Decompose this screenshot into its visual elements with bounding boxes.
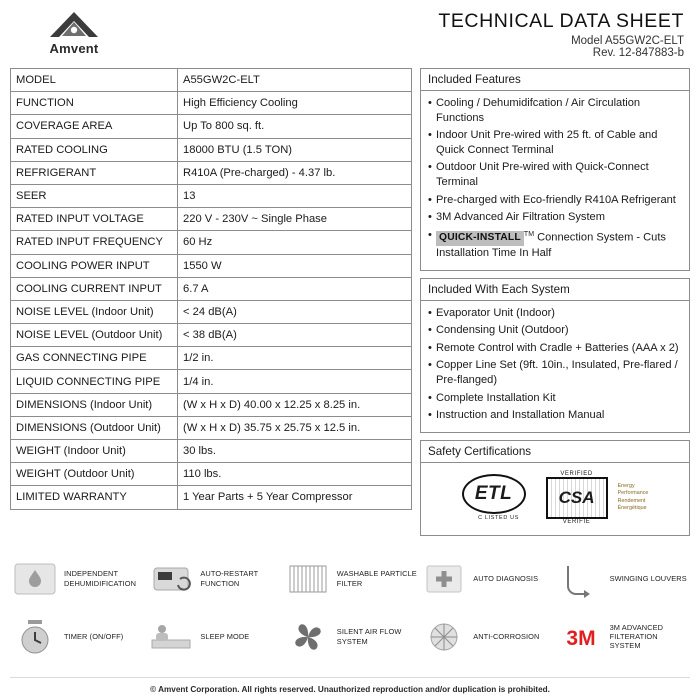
included-with-system-body: [421, 301, 689, 432]
feature-icon-grid: [10, 551, 690, 665]
feature-item: [285, 551, 417, 607]
spec-key: WEIGHT (Outdoor Unit): [11, 463, 178, 486]
feature-label: SWINGING LOUVERS: [609, 574, 687, 584]
spec-value: 1 Year Parts + 5 Year Compressor: [178, 486, 412, 509]
spec-value: 30 lbs.: [178, 440, 412, 463]
included-with-system-panel: [420, 278, 690, 433]
table-row: [11, 231, 412, 254]
spec-value: 220 V - 230V ~ Single Phase: [178, 208, 412, 231]
spec-key: SEER: [11, 184, 178, 207]
table-row: [11, 416, 412, 439]
feature-label: ANTI-CORROSION: [473, 632, 540, 642]
feature-label: AUTO DIAGNOSIS: [473, 574, 539, 584]
feature-item: [148, 551, 280, 607]
list-item: • Outdoor Unit Pre-wired with Quick-Connect Terminal: [428, 160, 682, 189]
feature-label: TIMER (ON/OFF): [64, 632, 124, 642]
silent-airflow-icon: [285, 616, 331, 658]
title-block: [438, 10, 688, 59]
quick-install-list-item: [428, 228, 682, 261]
list-item: • Cooling / Dehumidifcation / Air Circulation Functions: [428, 96, 682, 125]
table-row: [11, 300, 412, 323]
spec-value: High Efficiency Cooling: [178, 92, 412, 115]
certification-marks: [421, 463, 689, 535]
auto-restart-icon: [148, 558, 194, 600]
table-row: [11, 254, 412, 277]
csa-verified-label: VERIFIED: [560, 470, 593, 477]
spec-key: LIQUID CONNECTING PIPE: [11, 370, 178, 393]
spec-key: MODEL: [11, 69, 178, 92]
spec-value: 1/2 in.: [178, 347, 412, 370]
table-row: [11, 486, 412, 509]
spec-value: 13: [178, 184, 412, 207]
feature-item: [285, 609, 417, 665]
svg-text:3M: 3M: [566, 626, 596, 650]
list-item: • Indoor Unit Pre-wired with 25 ft. of Cable and Quick Connect Terminal: [428, 128, 682, 157]
specifications-table: [10, 68, 412, 510]
sleep-mode-icon: [148, 616, 194, 658]
table-row: [11, 115, 412, 138]
feature-item: [148, 609, 280, 665]
spec-key: DIMENSIONS (Outdoor Unit): [11, 416, 178, 439]
table-row: [11, 69, 412, 92]
spec-key: NOISE LEVEL (Outdoor Unit): [11, 324, 178, 347]
footer-copyright: © Amvent Corporation. All rights reserved. Unauthorized reproduction and/or duplication is prohibited.: [150, 685, 550, 694]
table-row: [11, 92, 412, 115]
energy-performance-text: [618, 483, 649, 513]
table-row: [11, 347, 412, 370]
3m-filtration-icon: [558, 616, 604, 658]
spec-key: LIMITED WARRANTY: [11, 486, 178, 509]
feature-item: [421, 609, 553, 665]
feature-item: [558, 551, 690, 607]
spec-key: RATED COOLING: [11, 138, 178, 161]
brand-block: [14, 10, 134, 56]
csa-box-icon: CSA: [546, 477, 608, 519]
spec-value: Up To 800 sq. ft.: [178, 115, 412, 138]
list-item: • Instruction and Installation Manual: [428, 408, 682, 423]
model-line: Model A55GW2C-ELT: [571, 35, 684, 47]
anti-corrosion-icon: [421, 616, 467, 658]
list-item: • Pre-charged with Eco-friendly R410A Refrigerant: [428, 193, 682, 208]
feature-label: SILENT AIR FLOW SYSTEM: [336, 627, 402, 646]
feature-label: WASHABLE PARTICLE FILTER: [336, 569, 417, 588]
brand-name: Amvent: [49, 41, 99, 56]
safety-certifications-title: Safety Certifications: [421, 441, 689, 463]
spec-key: GAS CONNECTING PIPE: [11, 347, 178, 370]
included-features-panel: [420, 68, 690, 271]
spec-value: (W x H x D) 35.75 x 25.75 x 12.5 in.: [178, 416, 412, 439]
included-features-body: [421, 91, 689, 270]
table-row: [11, 277, 412, 300]
list-item: • Complete Installation Kit: [428, 391, 682, 406]
page-header: [10, 8, 690, 64]
etl-ring-icon: ETL: [462, 474, 526, 514]
spec-key: COVERAGE AREA: [11, 115, 178, 138]
content-columns: [10, 68, 690, 543]
energy-line: Performance: [617, 490, 649, 497]
spec-column: [10, 68, 412, 543]
included-with-system-list: [428, 306, 682, 423]
table-row: [11, 463, 412, 486]
panels-column: [420, 68, 690, 543]
energy-line: Rendement: [617, 497, 646, 504]
spec-key: FUNCTION: [11, 92, 178, 115]
quick-install-text: Connection System - Cuts Installation Time In Half: [436, 231, 666, 260]
list-item: • Remote Control with Cradle + Batteries (AAA x 2): [428, 341, 682, 356]
swinging-louvers-icon: [558, 558, 604, 600]
table-row: [11, 184, 412, 207]
spec-key: DIMENSIONS (Indoor Unit): [11, 393, 178, 416]
spec-key: COOLING CURRENT INPUT: [11, 277, 178, 300]
list-item: • 3M Advanced Air Filtration System: [428, 210, 682, 225]
etl-sublabel: C LISTED US: [478, 515, 520, 522]
spec-value: R410A (Pre-charged) - 4.37 lb.: [178, 161, 412, 184]
table-row: [11, 393, 412, 416]
washable-filter-icon: [285, 558, 331, 600]
included-with-system-title: Included With Each System: [421, 279, 689, 301]
table-row: [11, 138, 412, 161]
spec-key: RATED INPUT FREQUENCY: [11, 231, 178, 254]
feature-item: [12, 551, 144, 607]
page-title: TECHNICAL DATA SHEET: [438, 10, 684, 32]
spec-value: 6.7 A: [178, 277, 412, 300]
list-item: • Copper Line Set (9ft. 10in., Insulated, Pre-flared / Pre-flanged): [428, 358, 682, 387]
feature-item: [421, 551, 553, 607]
auto-diagnosis-icon: [421, 558, 467, 600]
spec-key: COOLING POWER INPUT: [11, 254, 178, 277]
list-item: • Evaporator Unit (Indoor): [428, 306, 682, 321]
spec-value: 1550 W: [178, 254, 412, 277]
energy-line: Énergétique: [617, 505, 647, 512]
spec-value: < 24 dB(A): [178, 300, 412, 323]
csa-mark: [546, 471, 608, 525]
included-features-list: [428, 96, 682, 261]
spec-value: 110 lbs.: [178, 463, 412, 486]
table-row: [11, 208, 412, 231]
timer-icon: [12, 616, 58, 658]
feature-item: [558, 609, 690, 665]
spec-key: WEIGHT (Indoor Unit): [11, 440, 178, 463]
spec-value: < 38 dB(A): [178, 324, 412, 347]
table-row: [11, 440, 412, 463]
spec-key: REFRIGERANT: [11, 161, 178, 184]
table-row: [11, 370, 412, 393]
spec-key: RATED INPUT VOLTAGE: [11, 208, 178, 231]
list-item: • Condensing Unit (Outdoor): [428, 323, 682, 338]
csa-verifie-label: VERIFIÉ: [562, 518, 591, 525]
feature-label: AUTO-RESTART FUNCTION: [200, 569, 259, 588]
quick-install-badge: QUICK-INSTALL: [436, 231, 524, 246]
feature-label: 3M ADVANCED FILTERATION SYSTEM: [609, 622, 664, 651]
table-row: [11, 161, 412, 184]
spec-value: A55GW2C-ELT: [178, 69, 412, 92]
mountain-logo-icon: [46, 10, 102, 40]
dehumidification-icon: [12, 558, 58, 600]
feature-label: INDEPENDENT DEHUMIDIFICATION: [64, 569, 137, 588]
spec-value: (W x H x D) 40.00 x 12.25 x 8.25 in.: [178, 393, 412, 416]
spec-value: 1/4 in.: [178, 370, 412, 393]
energy-line: Energy: [617, 482, 635, 489]
included-features-title: Included Features: [421, 69, 689, 91]
feature-label: SLEEP MODE: [200, 632, 250, 642]
footer-divider: [10, 677, 690, 678]
revision-line: Rev. 12-847883-b: [592, 47, 684, 59]
safety-certifications-panel: [420, 440, 690, 536]
table-row: [11, 324, 412, 347]
trademark-mark: TM: [523, 230, 535, 238]
spec-value: 60 Hz: [178, 231, 412, 254]
spec-value: 18000 BTU (1.5 TON): [178, 138, 412, 161]
feature-item: [12, 609, 144, 665]
spec-key: NOISE LEVEL (Indoor Unit): [11, 300, 178, 323]
etl-mark: [462, 474, 536, 521]
